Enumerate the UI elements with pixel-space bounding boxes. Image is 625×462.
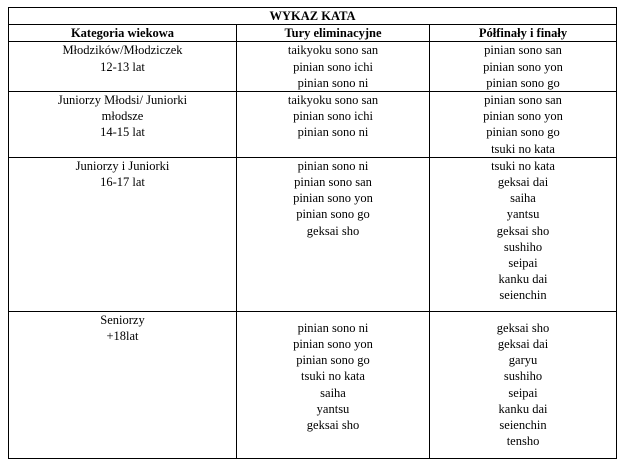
category-line: 16-17 lat <box>100 175 145 190</box>
kata-item: pinian sono san <box>484 43 562 58</box>
table-title-row <box>9 8 617 25</box>
kata-item: tsuki no kata <box>491 158 555 173</box>
category-cell <box>9 311 237 458</box>
kata-item: pinian sono ni <box>297 125 369 140</box>
kata-item: tsuki no kata <box>491 141 555 156</box>
kata-item: pinian sono ni <box>297 320 369 335</box>
kata-item: geksai sho <box>306 223 360 238</box>
kata-item: pinian sono yon <box>293 337 373 352</box>
kata-item: geksai dai <box>497 175 549 190</box>
kata-item: pinian sono ichi <box>293 59 373 74</box>
table-title: WYKAZ KATA <box>9 8 617 25</box>
kata-item: saiha <box>510 191 536 206</box>
eliminations-cell <box>237 92 430 158</box>
kata-item: pinian sono san <box>484 93 562 108</box>
category-line: Juniorzy i Juniorki <box>75 158 170 173</box>
table-row <box>9 157 617 311</box>
header-finals: Półfinały i finały <box>430 25 617 42</box>
finals-cell <box>430 92 617 158</box>
kata-item: taikyoku sono san <box>287 43 379 58</box>
finals-cell <box>430 311 617 458</box>
kata-item: sushiho <box>503 239 543 254</box>
category-cell <box>9 92 237 158</box>
kata-item: pinian sono go <box>296 353 370 368</box>
category-line: młodsze <box>101 109 144 124</box>
kata-item: seienchin <box>499 418 547 433</box>
eliminations-cell <box>237 157 430 311</box>
finals-cell <box>430 42 617 92</box>
kata-item: tsuki no kata <box>301 369 365 384</box>
header-eliminations: Tury eliminacyjne <box>237 25 430 42</box>
table-header-row <box>9 25 617 42</box>
header-age-category: Kategoria wiekowa <box>9 25 237 42</box>
kata-item: geksai dai <box>497 337 549 352</box>
kata-item: pinian sono yon <box>483 59 563 74</box>
kata-item: seipai <box>508 385 538 400</box>
category-line: +18lat <box>106 329 139 344</box>
kata-list-table <box>8 7 617 459</box>
table-row <box>9 311 617 458</box>
kata-item: pinian sono go <box>486 75 560 90</box>
kata-item: pinian sono ni <box>297 75 369 90</box>
kata-item: geksai sho <box>496 223 550 238</box>
kata-item: taikyoku sono san <box>287 93 379 108</box>
kata-item: yantsu <box>506 207 540 222</box>
category-line: Seniorzy <box>100 312 145 327</box>
kata-item: garyu <box>508 353 538 368</box>
kata-item: pinian sono go <box>486 125 560 140</box>
kata-item: pinian sono go <box>296 207 370 222</box>
kata-item: pinian sono yon <box>483 109 563 124</box>
eliminations-cell <box>237 311 430 458</box>
finals-cell <box>430 157 617 311</box>
category-line: Juniorzy Młodsi/ Juniorki <box>57 93 188 108</box>
kata-item: kanku dai <box>498 272 548 287</box>
kata-item: yantsu <box>316 401 350 416</box>
kata-item: pinian sono yon <box>293 191 373 206</box>
kata-item: tensho <box>506 434 540 449</box>
kata-item: sushiho <box>503 369 543 384</box>
kata-item: pinian sono san <box>294 175 372 190</box>
kata-item: kanku dai <box>498 401 548 416</box>
table-row <box>9 42 617 92</box>
category-cell <box>9 42 237 92</box>
eliminations-cell <box>237 42 430 92</box>
kata-item: geksai sho <box>496 320 550 335</box>
category-line: 12-13 lat <box>100 59 145 74</box>
kata-item: seipai <box>508 256 538 271</box>
kata-item: pinian sono ni <box>297 158 369 173</box>
kata-item: saiha <box>320 385 346 400</box>
kata-item: geksai sho <box>306 418 360 433</box>
kata-item: seienchin <box>499 288 547 303</box>
table-row <box>9 92 617 158</box>
category-line: 14-15 lat <box>100 125 145 140</box>
kata-item: pinian sono ichi <box>293 109 373 124</box>
category-cell <box>9 157 237 311</box>
category-line: Młodzików/Młodziczek <box>62 43 183 58</box>
